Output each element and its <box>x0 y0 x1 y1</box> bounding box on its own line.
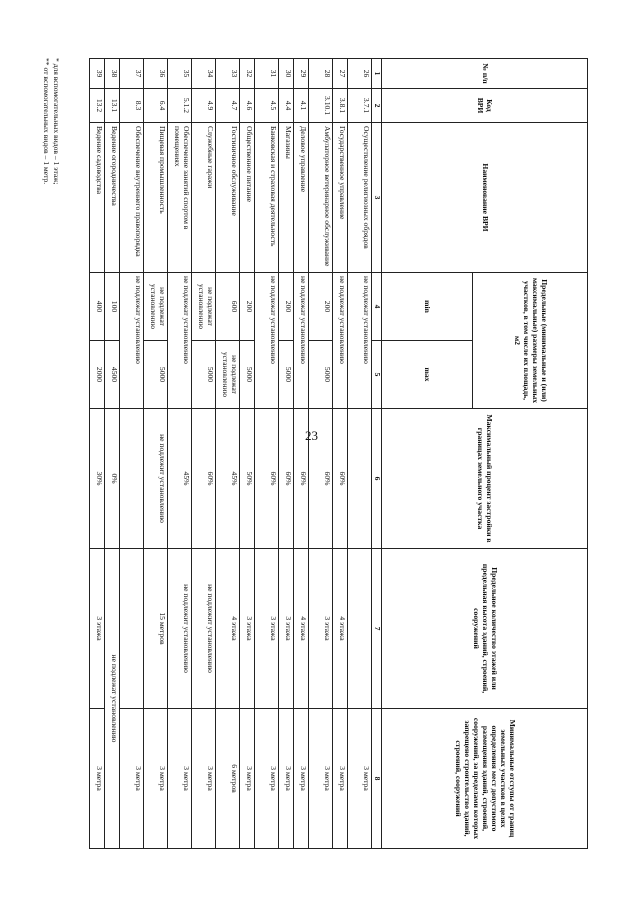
row-name: Гостиничное обслуживание <box>216 123 240 273</box>
row-percent: не подлежит установлению <box>144 409 168 549</box>
table-row <box>192 59 216 849</box>
row-code: 6.4 <box>144 89 168 123</box>
header-setbacks: Минимальные отступы от границ земельных участков в целях определения мест допустимого размещения зданий, строений, сооружений, за пределами которых запрещено строительство зданий, строений, сооружений <box>382 709 588 849</box>
row-name: Государственное управление <box>333 123 348 273</box>
row-floors: 15 метров <box>144 549 168 709</box>
col-number: 8 <box>372 709 382 849</box>
col-number: 3 <box>372 123 382 273</box>
row-min-size: 100 <box>105 273 120 341</box>
row-number: 30 <box>279 59 294 89</box>
row-floors: не подлежит установлению <box>192 549 216 709</box>
row-code: 4.6 <box>240 89 255 123</box>
table-row <box>120 59 144 849</box>
row-floors <box>348 549 372 709</box>
row-setback: 3 метра <box>192 709 216 849</box>
row-percent: 45% <box>216 409 240 549</box>
row-setback: 6 метров <box>216 709 240 849</box>
row-number: 35 <box>168 59 192 89</box>
row-floors <box>120 549 144 709</box>
header-row <box>473 59 588 849</box>
row-min-size: не подлежат установлению <box>294 273 309 409</box>
row-code: 5.1.2 <box>168 89 192 123</box>
row-min-size: 200 <box>279 273 294 341</box>
row-setback: 3 метра <box>294 709 309 849</box>
row-name: Деловое управление <box>294 123 309 273</box>
row-percent: 45% <box>168 409 192 549</box>
footnotes <box>41 58 62 185</box>
row-floors: 3 этажа <box>255 549 279 709</box>
row-number: 27 <box>333 59 348 89</box>
column-number-row <box>372 59 382 849</box>
row-setback: 3 метра <box>240 709 255 849</box>
row-min-size: не подлежат установлению <box>168 273 192 409</box>
row-setback: 3 метра <box>309 709 333 849</box>
row-setback: 3 метра <box>348 709 372 849</box>
header-max: max <box>382 341 473 409</box>
table-row <box>90 59 105 849</box>
row-percent: 50% <box>240 409 255 549</box>
header-name: Наименование ВРИ <box>382 123 588 273</box>
row-name: Пищевая промышленность <box>144 123 168 273</box>
table-row <box>279 59 294 849</box>
row-code: 3.10.1 <box>309 89 333 123</box>
row-name: Служебные гаражи <box>192 123 216 273</box>
row-min-size: 200 <box>309 273 333 341</box>
header-code: Код ВРИ <box>382 89 588 123</box>
row-code: 8.3 <box>120 89 144 123</box>
row-number: 31 <box>255 59 279 89</box>
row-number: 28 <box>309 59 333 89</box>
row-min-size: 400 <box>90 273 105 341</box>
row-name: Магазины <box>279 123 294 273</box>
row-code: 4.7 <box>216 89 240 123</box>
regulations-table <box>89 58 588 849</box>
rotated-table-page <box>41 58 588 848</box>
col-number: 2 <box>372 89 382 123</box>
row-min-size: 600 <box>216 273 240 341</box>
row-number: 32 <box>240 59 255 89</box>
row-number: 37 <box>120 59 144 89</box>
col-number: 1 <box>372 59 382 89</box>
header-sizes: Предельные (минимальные и (или) максимальные) размеры земельных участков, в том числе их площадь, м2 <box>473 273 588 409</box>
table-row <box>309 59 333 849</box>
row-number: 29 <box>294 59 309 89</box>
table-row <box>168 59 192 849</box>
row-code: 13.2 <box>90 89 105 123</box>
row-max-size: 4500 <box>105 341 120 409</box>
col-number: 4 <box>372 273 382 341</box>
row-percent: 60% <box>309 409 333 549</box>
header-floors: Предельное количество этажей или предельная высота зданий, строений, сооружений <box>382 549 588 709</box>
col-number: 6 <box>372 409 382 549</box>
row-code: 13.1 <box>105 89 120 123</box>
row-min-size: не подлежат установлению <box>192 273 216 341</box>
row-name: Амбулаторное ветеринарное обслуживание <box>309 123 333 273</box>
row-min-size: 200 <box>240 273 255 341</box>
row-number: 39 <box>90 59 105 89</box>
row-setback: 3 метра <box>90 709 105 849</box>
footnote: ** от вспомогательных видов – 1 метр. <box>41 58 51 185</box>
row-percent: 60% <box>255 409 279 549</box>
row-min-size: не подлежат установлению <box>348 273 372 409</box>
row-percent: 60% <box>333 409 348 549</box>
table-row <box>333 59 348 849</box>
row-number: 34 <box>192 59 216 89</box>
row-name: Ведение огородничества <box>105 123 120 273</box>
row-percent: 30% <box>90 409 105 549</box>
row-number: 33 <box>216 59 240 89</box>
row-min-size: не подлежат установлению <box>144 273 168 341</box>
row-max-size: 5000 <box>240 341 255 409</box>
row-floors: 4 этажа <box>333 549 348 709</box>
row-min-size: не подлежат установлению <box>120 273 144 409</box>
table-row <box>294 59 309 849</box>
row-code: 4.5 <box>255 89 279 123</box>
table-row <box>105 59 120 849</box>
row-percent: 60% <box>279 409 294 549</box>
row-floors: 3 этажа <box>309 549 333 709</box>
header-max-percent: Максимальный процент застройки в границах земельного участка <box>382 409 588 549</box>
row-max-size: 5000 <box>192 341 216 409</box>
row-setback: 3 метра <box>168 709 192 849</box>
row-percent: 0% <box>105 409 120 549</box>
table-row <box>255 59 279 849</box>
row-max-size: не подлежат установлению <box>216 341 240 409</box>
row-number: 38 <box>105 59 120 89</box>
row-floors: 3 этажа <box>279 549 294 709</box>
row-setback: 3 метра <box>255 709 279 849</box>
table-row <box>216 59 240 849</box>
row-max-size: 2000 <box>90 341 105 409</box>
row-min-size: не подлежат установлению <box>255 273 279 409</box>
table-row <box>348 59 372 849</box>
col-number: 7 <box>372 549 382 709</box>
row-name: Обеспечение занятий спортом в помещениях <box>168 123 192 273</box>
row-name: Банковская и страховая деятельность <box>255 123 279 273</box>
header-num: № п/п <box>382 59 588 89</box>
row-name: Осуществление религиозных обрядов <box>348 123 372 273</box>
row-code: 4.9 <box>192 89 216 123</box>
row-percent: 60% <box>294 409 309 549</box>
row-name: Общественное питание <box>240 123 255 273</box>
row-name: Обеспечение внутреннего правопорядка <box>120 123 144 273</box>
row-code: 4.1 <box>294 89 309 123</box>
row-percent: 60% <box>192 409 216 549</box>
row-percent <box>348 409 372 549</box>
header-min: min <box>382 273 473 341</box>
footnote: * для вспомогательных видов – 1 этаж; <box>52 58 61 185</box>
row-number: 36 <box>144 59 168 89</box>
row-setback: 3 метра <box>144 709 168 849</box>
table-row <box>240 59 255 849</box>
row-code: 3.7.1 <box>348 89 372 123</box>
row-code: 3.8.1 <box>333 89 348 123</box>
row-setback: 3 метра <box>120 709 144 849</box>
row-floors: 4 этажа <box>294 549 309 709</box>
row-floors: 3 этажа <box>240 549 255 709</box>
row-max-size: 5000 <box>144 341 168 409</box>
row-setback: 3 метра <box>333 709 348 849</box>
page-number: 23 <box>305 428 318 443</box>
row-name: Ведение садоводства <box>90 123 105 273</box>
row-floors: 3 этажа <box>90 549 105 709</box>
row-floors: 4 этажа <box>216 549 240 709</box>
row-setback: 3 метра <box>279 709 294 849</box>
row-percent <box>120 409 144 549</box>
row-floors: не подлежит установлению <box>168 549 192 709</box>
row-number: 26 <box>348 59 372 89</box>
row-code: 4.4 <box>279 89 294 123</box>
table-row <box>144 59 168 849</box>
row-max-size: 5000 <box>279 341 294 409</box>
row-min-size: не подлежат установлению <box>333 273 348 409</box>
row-max-size: 5000 <box>309 341 333 409</box>
row-floors-setback: не подлежат установлению <box>105 549 120 849</box>
col-number: 5 <box>372 341 382 409</box>
